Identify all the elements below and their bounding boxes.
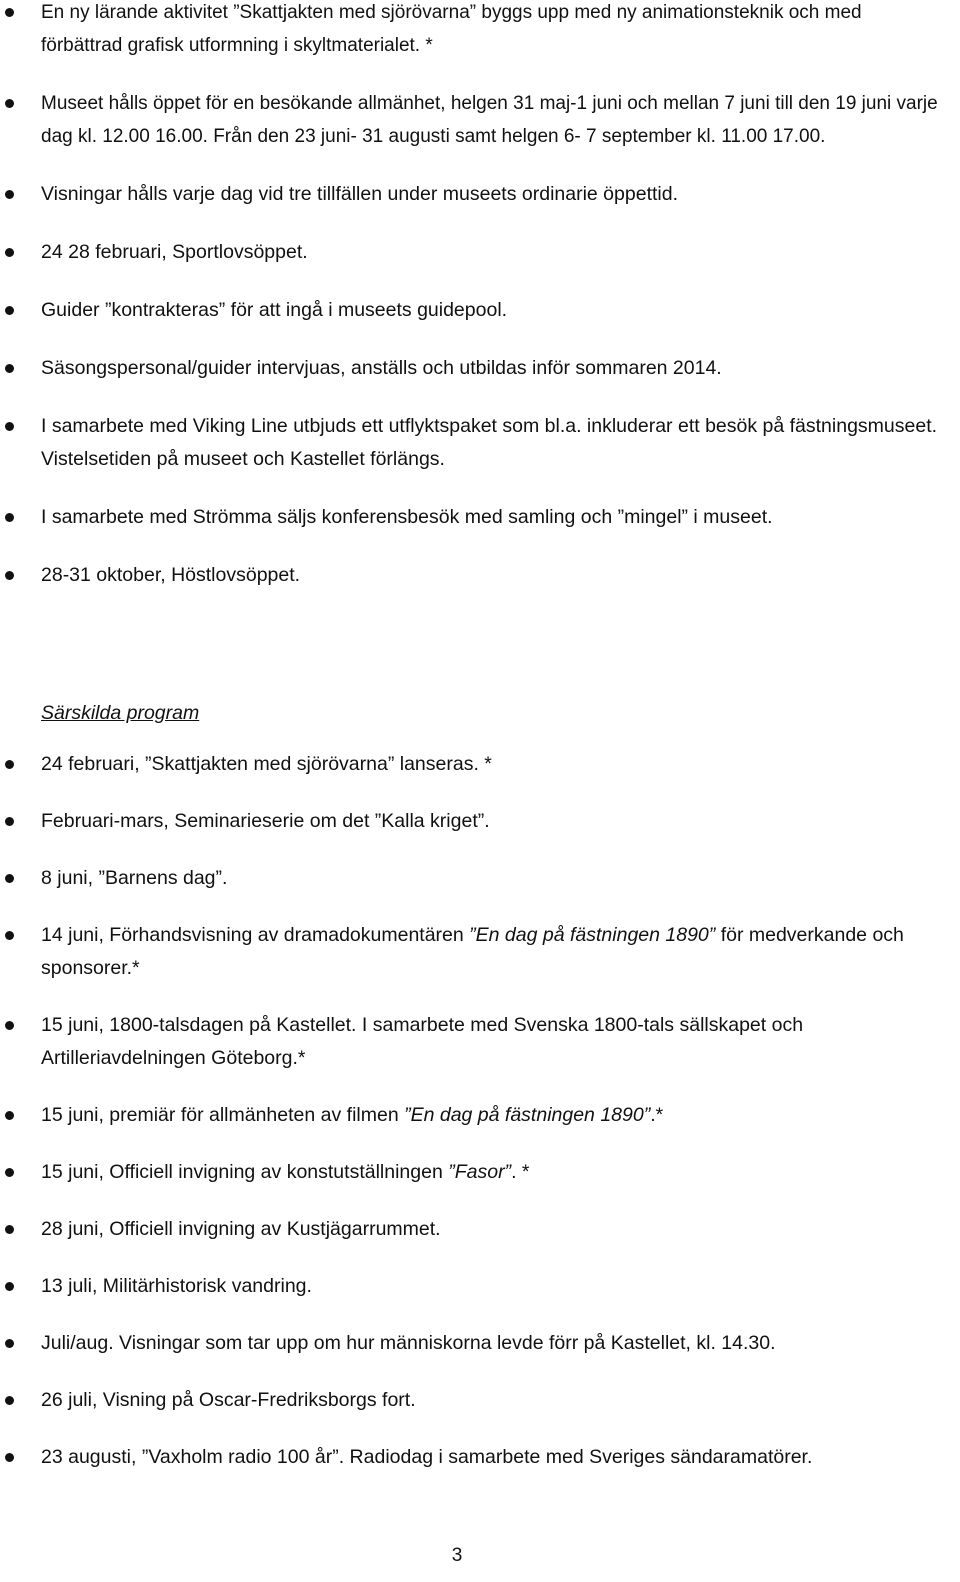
item-text: Museet hålls öppet för en besökande allmänhet, helgen 31 maj-1 juni och mellan 7 juni till den 19 juni varje dag kl. 12.00 16.00. Från den 23 juni- 31 augusti samt helgen 6- 7 september kl. 11.00 17.00.: [41, 93, 938, 147]
bullet-icon: [5, 306, 14, 315]
item-text: 14 juni, Förhandsvisning av dramadokumentären: [41, 924, 470, 946]
item-text: Säsongspersonal/guider intervjuas, anställs och utbildas inför sommaren 2014.: [41, 357, 722, 379]
bullet-icon: [5, 874, 14, 883]
program-item: [0, 1213, 960, 1246]
bullet-icon: [5, 1225, 14, 1234]
bullet-icon: [5, 422, 14, 431]
bullet-icon: [5, 513, 14, 522]
item-text: 28 juni, Officiell invigning av Kustjägarrummet.: [41, 1218, 441, 1240]
item-text: 24 28 februari, Sportlovsöppet.: [41, 241, 308, 263]
item-text: I samarbete med Viking Line utbjuds ett utflyktspaket som bl.a. inkluderar ett besök på fästningsmuseet. Vistelsetiden på museet och Kastellet förlängs.: [41, 415, 938, 470]
item-text: för medverkande och sponsorer.*: [41, 924, 904, 979]
item-text: 8 juni, ”Barnens dag”.: [41, 867, 228, 889]
program-item: [0, 748, 960, 781]
item-text: 28-31 oktober, Höstlovsöppet.: [41, 564, 301, 586]
bullet-icon: [5, 571, 14, 580]
item-text: 15 juni, premiär för allmänheten av filmen: [41, 1104, 405, 1126]
program-item: [0, 1099, 960, 1132]
item-text: 23 augusti, ”Vaxholm radio 100 år”. Radiodag i samarbete med Sveriges sändaramatörer.: [41, 1446, 813, 1468]
item-text: 15 juni, 1800-talsdagen på Kastellet. I samarbete med Svenska 1800-tals sällskapet och Artilleriavdelningen Göteborg.*: [41, 1014, 804, 1069]
program-item: [0, 1441, 960, 1474]
bullet-icon: [5, 817, 14, 826]
item-text-italic: ”En dag på fästningen 1890”: [404, 1104, 651, 1126]
program-item: [0, 919, 960, 985]
item-text: 26 juli, Visning på Oscar-Fredriksborgs fort.: [41, 1389, 416, 1411]
bullet-icon: [5, 248, 14, 257]
item-text: .*: [650, 1104, 664, 1126]
activity-item: [0, 178, 960, 211]
item-text: Februari-mars, Seminarieserie om det ”Kalla kriget”.: [41, 810, 490, 832]
bullet-icon: [5, 1282, 14, 1291]
item-text: 24 februari, ”Skattjakten med sjörövarna” lanseras. *: [41, 753, 492, 775]
program-item: [0, 1009, 960, 1075]
section-heading: Särskilda program: [41, 702, 200, 724]
program-item: [0, 1270, 960, 1303]
bullet-icon: [5, 1021, 14, 1030]
item-text: Juli/aug. Visningar som tar upp om hur människorna levde förr på Kastellet, kl. 14.30.: [41, 1332, 776, 1354]
bullet-icon: [5, 1339, 14, 1348]
bullet-icon: [5, 1111, 14, 1120]
page-number: 3: [451, 1545, 463, 1566]
activity-list: [0, 0, 960, 617]
program-list: [0, 748, 960, 1498]
item-text: I samarbete med Strömma säljs konferensbesök med samling och ”mingel” i museet.: [41, 506, 773, 528]
activity-item: [0, 87, 960, 153]
activity-item: [0, 559, 960, 592]
bullet-icon: [5, 760, 14, 769]
program-item: [0, 1384, 960, 1417]
bullet-icon: [5, 8, 14, 17]
program-item: [0, 805, 960, 838]
program-item: [0, 1327, 960, 1360]
item-text: 13 juli, Militärhistorisk vandring.: [41, 1275, 312, 1297]
item-text-italic: ”Fasor”: [448, 1161, 512, 1183]
bullet-icon: [5, 99, 14, 108]
bullet-icon: [5, 931, 14, 940]
bullet-icon: [5, 1396, 14, 1405]
bullet-icon: [5, 364, 14, 373]
bullet-icon: [5, 190, 14, 199]
activity-item: [0, 352, 960, 385]
bullet-icon: [5, 1453, 14, 1462]
activity-item: [0, 410, 960, 476]
activity-item: [0, 0, 960, 62]
item-text-italic: ”En dag på fästningen 1890”: [469, 924, 716, 946]
item-text: Visningar hålls varje dag vid tre tillfällen under museets ordinarie öppettid.: [41, 183, 678, 205]
activity-item: [0, 236, 960, 269]
activity-item: [0, 501, 960, 534]
item-text: En ny lärande aktivitet ”Skattjakten med sjörövarna” byggs upp med ny animationsteknik och med förbättrad grafisk utformning i skyltmaterialet. *: [41, 2, 862, 56]
program-item: [0, 1156, 960, 1189]
item-text: Guider ”kontrakteras” för att ingå i museets guidepool.: [41, 299, 508, 321]
bullet-icon: [5, 1168, 14, 1177]
activity-item: [0, 294, 960, 327]
program-item: [0, 862, 960, 895]
item-text: . *: [511, 1161, 530, 1183]
item-text: 15 juni, Officiell invigning av konstutställningen: [41, 1161, 449, 1183]
